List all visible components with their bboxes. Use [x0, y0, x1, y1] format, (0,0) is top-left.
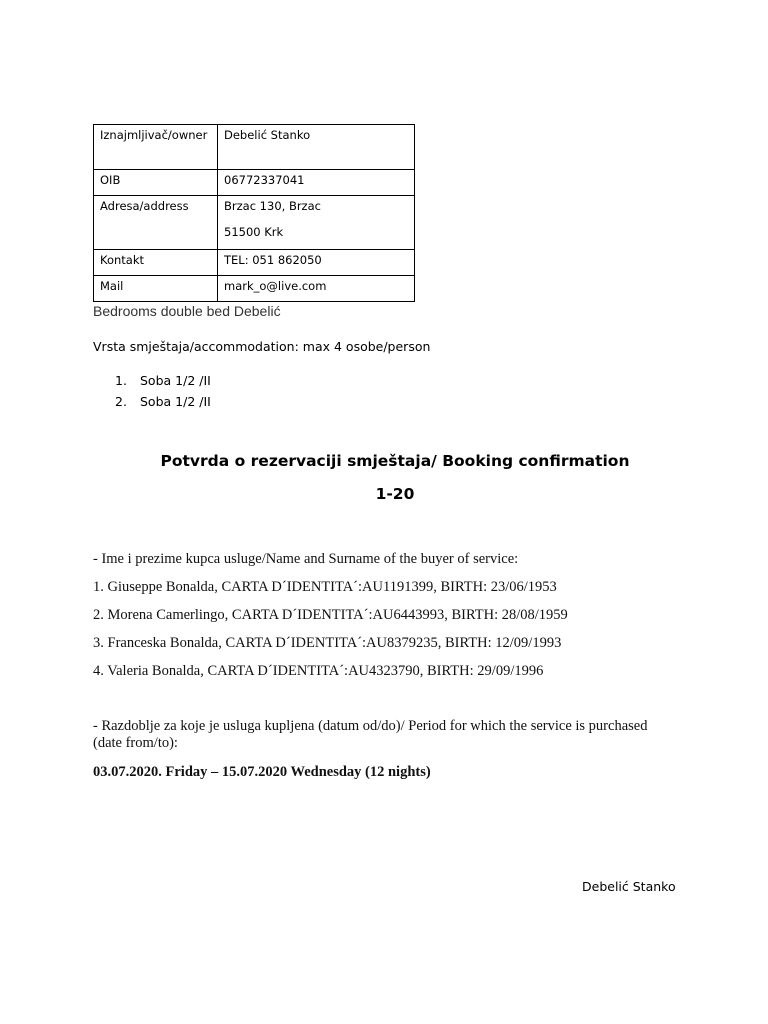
owner-label: Iznajmljivač/owner	[94, 125, 218, 170]
table-row	[94, 276, 415, 302]
table-row	[94, 196, 415, 250]
list-number: 2.	[115, 394, 127, 409]
mail-label: Mail	[94, 276, 218, 302]
owner-value: Debelić Stanko	[218, 125, 415, 170]
confirmation-title: Potvrda o rezervaciji smještaja/ Booking confirmation	[160, 452, 630, 470]
buyer-entry: 3. Franceska Bonalda, CARTA D´IDENTITA´:AU8379235, BIRTH: 12/09/1993	[93, 635, 562, 651]
address-line-1: Brzac 130, Brzac	[224, 199, 321, 213]
room-list	[115, 373, 211, 415]
signature-name: Debelić Stanko	[582, 879, 676, 894]
owner-info-table	[93, 124, 415, 302]
list-item	[115, 394, 211, 415]
table-row	[94, 250, 415, 276]
period-dates: 03.07.2020. Friday – 15.07.2020 Wednesday (12 nights)	[93, 764, 431, 780]
oib-label: OIB	[94, 170, 218, 196]
oib-value: 06772337041	[218, 170, 415, 196]
confirmation-code: 1-20	[375, 485, 415, 503]
bedrooms-note: Bedrooms double bed Debelić	[93, 303, 281, 319]
room-label: Soba 1/2 /II	[140, 394, 211, 409]
buyer-entry: 1. Giuseppe Bonalda, CARTA D´IDENTITA´:AU1191399, BIRTH: 23/06/1953	[93, 579, 557, 595]
table-row	[94, 125, 415, 170]
room-label: Soba 1/2 /II	[140, 373, 211, 388]
buyer-entry: 4. Valeria Bonalda, CARTA D´IDENTITA´:AU4323790, BIRTH: 29/09/1996	[93, 663, 544, 679]
address-value	[218, 196, 415, 250]
list-number: 1.	[115, 373, 127, 388]
buyer-label: - Ime i prezime kupca usluge/Name and Surname of the buyer of service:	[93, 551, 519, 567]
mail-value: mark_o@live.com	[218, 276, 415, 302]
table-row	[94, 170, 415, 196]
accommodation-type: Vrsta smještaja/accommodation: max 4 osobe/person	[93, 339, 431, 354]
period-label: - Razdoblje za koje je usluga kupljena (datum od/do)/ Period for which the service is purchased (date from/to):	[93, 718, 648, 751]
address-line-2: 51500 Krk	[224, 225, 284, 239]
buyer-entry: 2. Morena Camerlingo, CARTA D´IDENTITA´:AU6443993, BIRTH: 28/08/1959	[93, 607, 568, 623]
contact-value: TEL: 051 862050	[218, 250, 415, 276]
address-label: Adresa/address	[94, 196, 218, 250]
list-item	[115, 373, 211, 394]
contact-label: Kontakt	[94, 250, 218, 276]
